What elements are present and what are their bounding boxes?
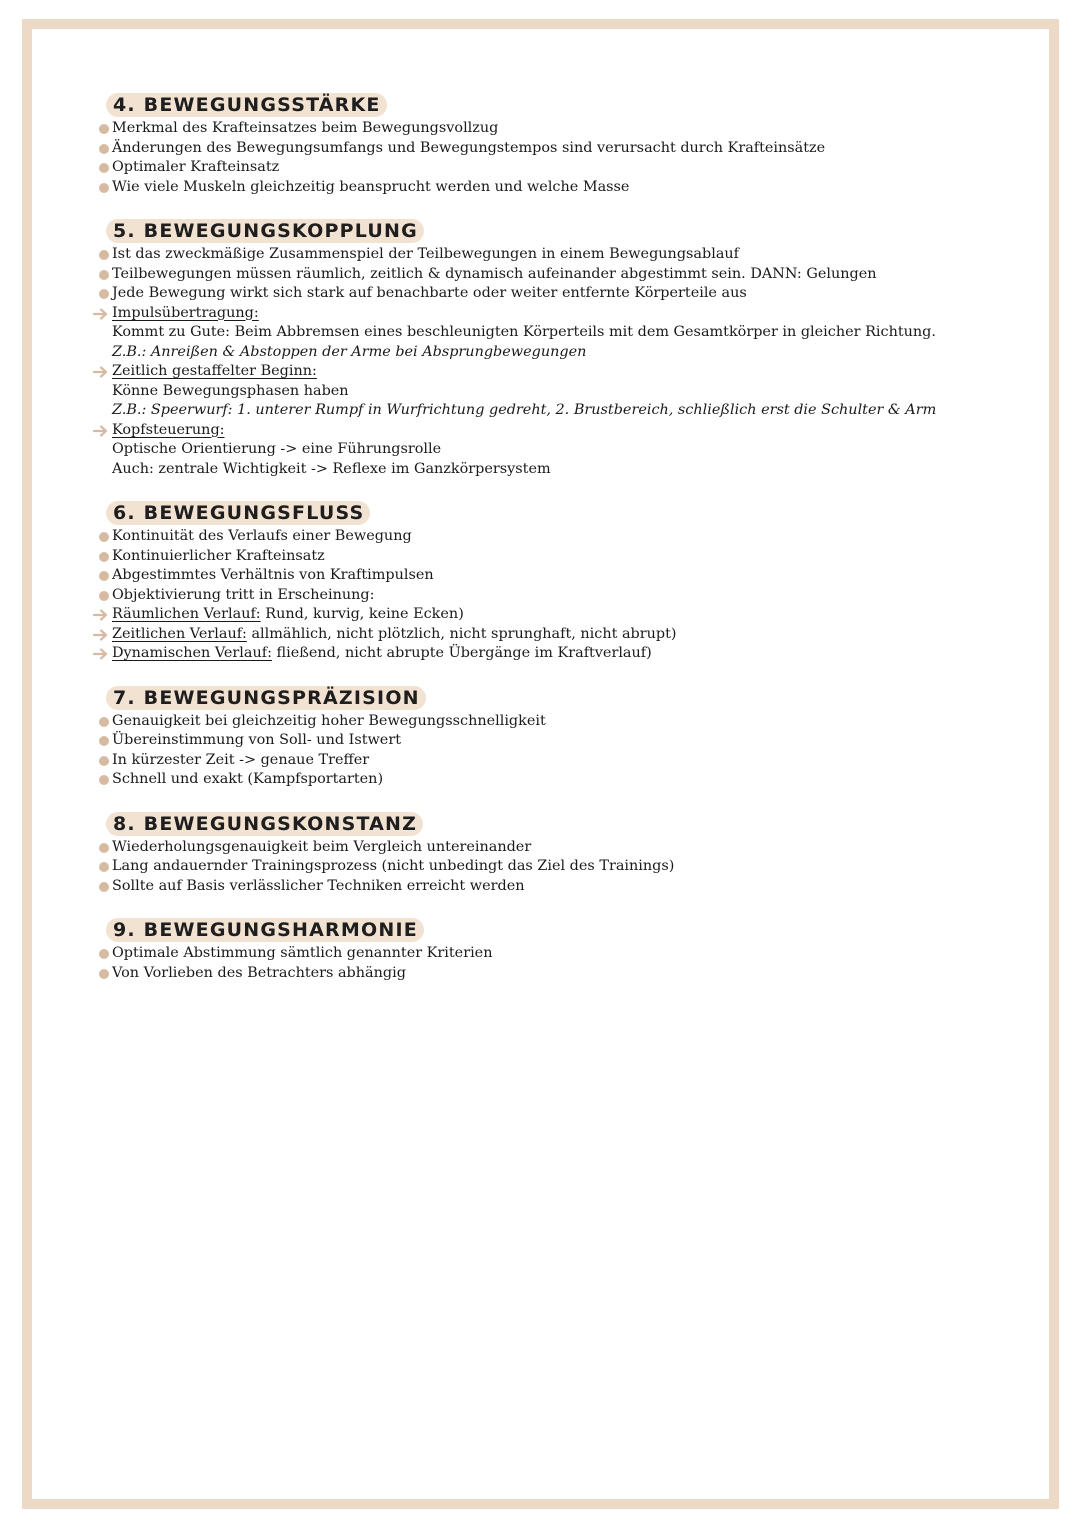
- section-7: [96, 686, 1056, 790]
- bullet-item: [96, 712, 1056, 732]
- bullet-item: [96, 139, 1056, 159]
- arrow-item: [96, 362, 1056, 382]
- bullet-dot-icon: [99, 532, 109, 542]
- bullet-text: Von Vorlieben des Betrachters abhängig: [112, 964, 406, 981]
- bullet-dot-icon: [99, 882, 109, 892]
- arrow-item: [96, 421, 1056, 441]
- bullet-item: [96, 770, 1056, 790]
- bullet-item: [96, 178, 1056, 198]
- arrow-item: [96, 644, 1056, 664]
- section-8: [96, 812, 1056, 897]
- plain-text: Kommt zu Gute: Beim Abbremsen eines beschleunigten Körperteils mit dem Gesamtkörper in gleicher Richtung.: [112, 324, 936, 340]
- section-heading: 4. BEWEGUNGSSTÄRKE: [106, 93, 387, 117]
- document-content: [96, 93, 1056, 1005]
- bullet-dot-icon: [99, 843, 109, 853]
- bullet-dot-icon: [99, 183, 109, 193]
- arrow-right-icon: [92, 421, 110, 440]
- bullet-item: [96, 731, 1056, 751]
- bullet-dot-icon: [99, 969, 109, 979]
- bullet-dot-icon: [99, 775, 109, 785]
- bullet-text: Optimaler Krafteinsatz: [112, 159, 280, 175]
- bullet-text: Kontinuierlicher Krafteinsatz: [112, 547, 325, 564]
- bullet-item: [96, 284, 1056, 304]
- bullet-text: Abgestimmtes Verhältnis von Kraftimpulsen: [112, 567, 434, 583]
- arrow-item: [96, 304, 1056, 324]
- bullet-text: Lang andauernder Trainingsprozess (nicht unbedingt das Ziel des Trainings): [112, 858, 675, 874]
- arrow-right-icon: [92, 304, 110, 323]
- bullet-dot-icon: [99, 289, 109, 299]
- bullet-item: [96, 245, 1056, 265]
- bullet-dot-icon: [99, 591, 109, 601]
- bullet-text: In kürzester Zeit -> genaue Treffer: [112, 751, 370, 768]
- section-heading: 6. BEWEGUNGSFLUSS: [106, 501, 370, 525]
- section-heading: 5. BEWEGUNGSKOPPLUNG: [106, 219, 424, 243]
- subheading-label: Dynamischen Verlauf:: [112, 645, 272, 661]
- subheading-label: Impulsübertragung:: [112, 304, 259, 321]
- section-9: [96, 918, 1056, 983]
- bullet-item: [96, 586, 1056, 606]
- bullet-item: [96, 158, 1056, 178]
- bullet-dot-icon: [99, 949, 109, 959]
- bullet-text: Sollte auf Basis verlässlicher Techniken erreicht werden: [112, 877, 525, 894]
- bullet-text: Optimale Abstimmung sämtlich genannter Kriterien: [112, 945, 493, 961]
- bullet-dot-icon: [99, 736, 109, 746]
- bullet-item: [96, 838, 1056, 858]
- subheading-label: Kopfsteuerung:: [112, 421, 225, 438]
- bullet-dot-icon: [99, 717, 109, 727]
- bullet-text: Teilbewegungen müssen räumlich, zeitlich & dynamisch aufeinander abgestimmt sein. DANN: Gelungen: [112, 265, 877, 282]
- bullet-item: [96, 751, 1056, 771]
- text-line: [96, 382, 1056, 402]
- bullet-item: [96, 566, 1056, 586]
- bullet-dot-icon: [99, 163, 109, 173]
- section-heading: 8. BEWEGUNGSKONSTANZ: [106, 812, 423, 836]
- bullet-text: Objektivierung tritt in Erscheinung:: [112, 586, 375, 603]
- section-5: [96, 219, 1056, 479]
- bullet-text: Kontinuität des Verlaufs einer Bewegung: [112, 528, 412, 544]
- bullet-item: [96, 877, 1056, 897]
- subheading-label: Räumlichen Verlauf:: [112, 606, 261, 622]
- bullet-dot-icon: [99, 571, 109, 581]
- bullet-dot-icon: [99, 270, 109, 280]
- bullet-text: Übereinstimmung von Soll- und Istwert: [112, 732, 401, 748]
- page-frame: [22, 19, 1059, 1509]
- arrow-item: [96, 625, 1056, 645]
- text-line: [96, 323, 1056, 343]
- bullet-text: Wiederholungsgenauigkeit beim Vergleich untereinander: [112, 838, 532, 855]
- bullet-text: Merkmal des Krafteinsatzes beim Bewegungsvollzug: [112, 120, 499, 136]
- bullet-item: [96, 119, 1056, 139]
- bullet-text: Genauigkeit bei gleichzeitig hoher Bewegungsschnelligkeit: [112, 712, 546, 729]
- arrow-right-icon: [92, 605, 110, 624]
- bullet-item: [96, 265, 1056, 285]
- section-4: [96, 93, 1056, 197]
- example-text: Z.B.: Anreißen & Abstoppen der Arme bei Absprungbewegungen: [112, 343, 587, 360]
- plain-text: Optische Orientierung -> eine Führungsrolle: [112, 441, 442, 457]
- text-line: [96, 460, 1056, 480]
- arrow-right-icon: [92, 625, 110, 644]
- arrow-text: Rund, kurvig, keine Ecken): [260, 606, 464, 622]
- bullet-item: [96, 547, 1056, 567]
- subheading-label: Zeitlichen Verlauf:: [112, 625, 247, 642]
- bullet-dot-icon: [99, 250, 109, 260]
- plain-text: Auch: zentrale Wichtigkeit -> Reflexe im Ganzkörpersystem: [112, 460, 551, 477]
- bullet-item: [96, 964, 1056, 984]
- arrow-text: fließend, nicht abrupte Übergänge im Kraftverlauf): [271, 645, 652, 661]
- bullet-text: Schnell und exakt (Kampfsportarten): [112, 771, 384, 787]
- plain-text: Könne Bewegungsphasen haben: [112, 382, 349, 399]
- arrow-right-icon: [92, 644, 110, 663]
- example-text: Z.B.: Speerwurf: 1. unterer Rumpf in Wurfrichtung gedreht, 2. Brustbereich, schließlich erst die Schulter & Arm: [112, 402, 937, 418]
- example-line: [96, 343, 1056, 363]
- bullet-text: Jede Bewegung wirkt sich stark auf benachbarte oder weiter entfernte Körperteile aus: [112, 285, 747, 301]
- section-heading: 9. BEWEGUNGSHARMONIE: [106, 918, 424, 942]
- bullet-dot-icon: [99, 552, 109, 562]
- example-line: [96, 401, 1056, 421]
- bullet-item: [96, 944, 1056, 964]
- bullet-dot-icon: [99, 862, 109, 872]
- section-heading: 7. BEWEGUNGSPRÄZISION: [106, 686, 426, 710]
- subheading-label: Zeitlich gestaffelter Beginn:: [112, 363, 317, 379]
- bullet-item: [96, 527, 1056, 547]
- bullet-dot-icon: [99, 756, 109, 766]
- arrow-text: allmählich, nicht plötzlich, nicht sprunghaft, nicht abrupt): [246, 625, 677, 642]
- bullet-dot-icon: [99, 124, 109, 134]
- bullet-text: Wie viele Muskeln gleichzeitig beansprucht werden und welche Masse: [112, 178, 630, 195]
- text-line: [96, 440, 1056, 460]
- bullet-item: [96, 857, 1056, 877]
- bullet-text: Ist das zweckmäßige Zusammenspiel der Teilbewegungen in einem Bewegungsablauf: [112, 246, 739, 262]
- arrow-item: [96, 605, 1056, 625]
- arrow-right-icon: [92, 362, 110, 381]
- bullet-text: Änderungen des Bewegungsumfangs und Bewegungstempos sind verursacht durch Krafteinsätze: [112, 139, 826, 156]
- section-6: [96, 501, 1056, 664]
- bullet-dot-icon: [99, 144, 109, 154]
